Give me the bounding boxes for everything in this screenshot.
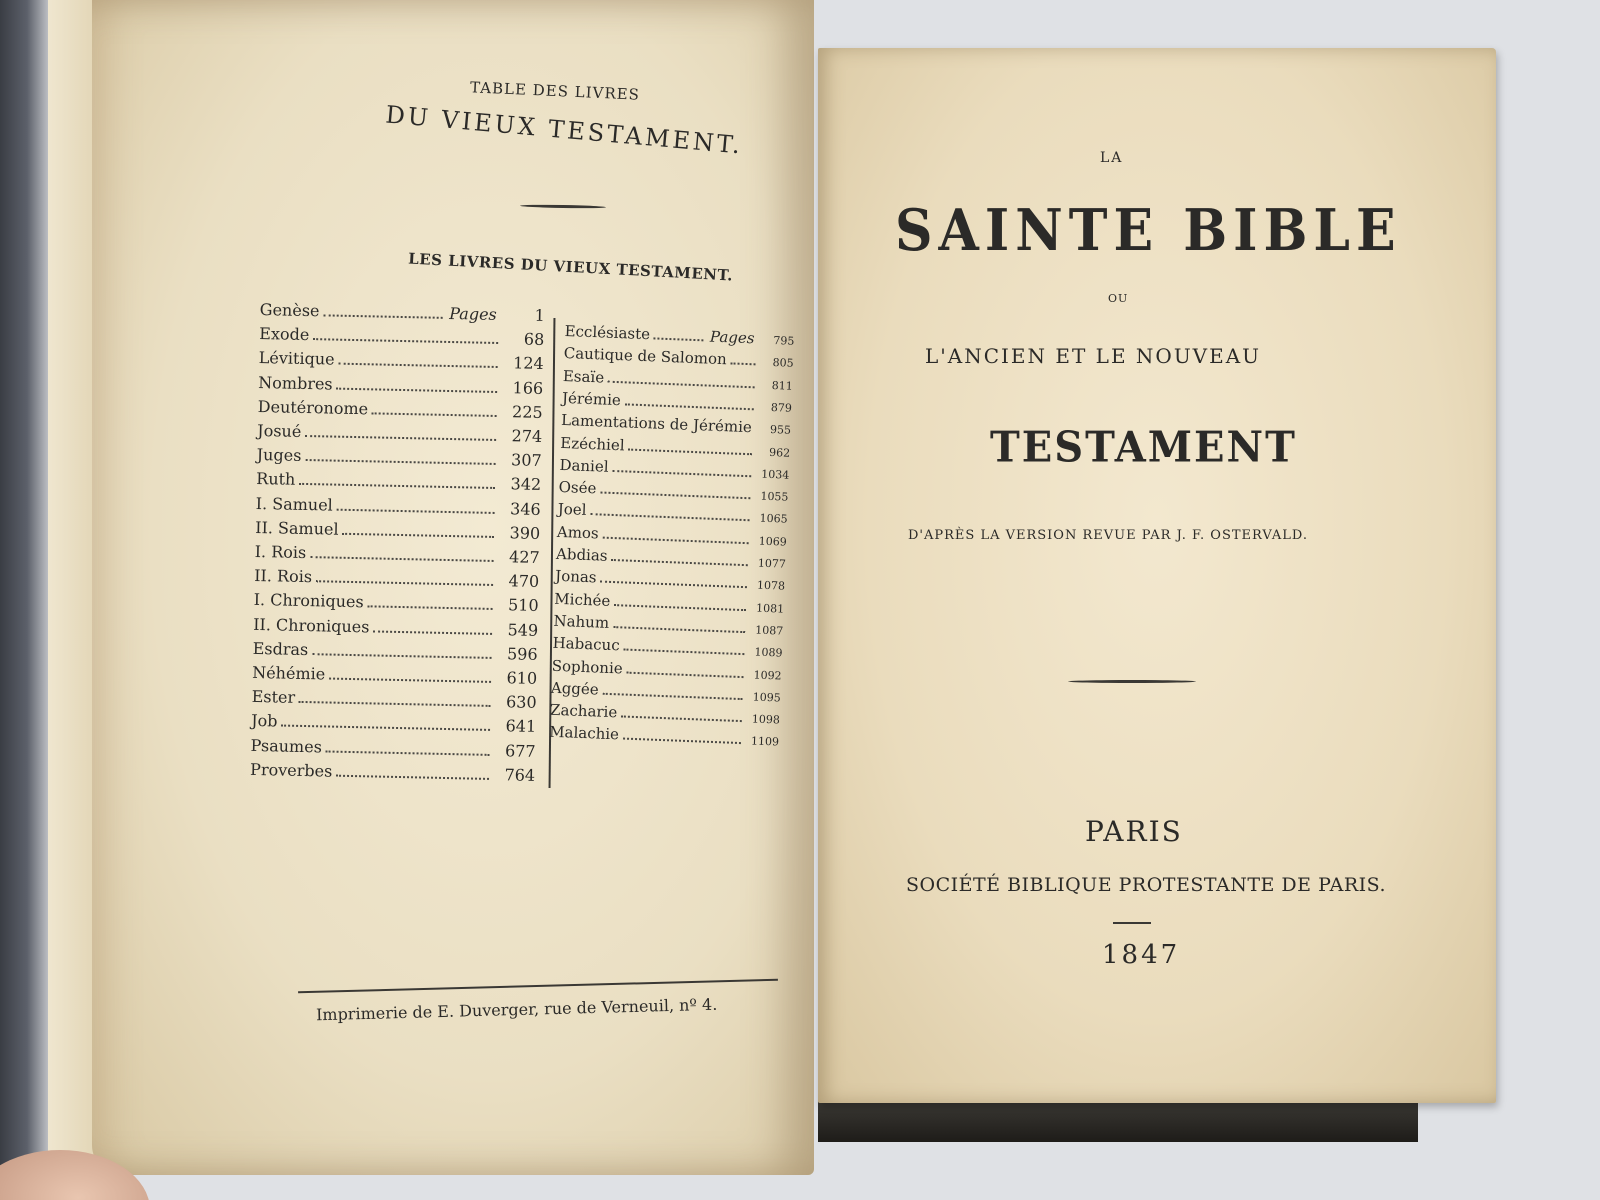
toc-page-number: 610 (506, 668, 538, 688)
leader-dots (603, 535, 749, 544)
toc-book-name: Esaïe (562, 366, 605, 387)
toc-page-number: 1034 (761, 467, 790, 482)
title-la: LA (1100, 150, 1124, 166)
toc-entry (252, 663, 537, 688)
toc-book-name: Néhémie (252, 662, 326, 684)
toc-entry (250, 735, 535, 760)
toc-entry (251, 687, 536, 712)
toc-page-number: 1089 (754, 645, 783, 660)
pages-label: Pages (449, 303, 497, 324)
toc-book-name: Joel (557, 500, 587, 520)
leader-dots (373, 629, 492, 634)
toc-entry (253, 639, 538, 664)
toc-book-name: Amos (556, 522, 600, 543)
toc-book-name: II. Rois (254, 566, 313, 587)
toc-book-name: Nombres (258, 372, 333, 394)
toc-page-number: 225 (511, 402, 543, 422)
leader-dots (613, 625, 745, 633)
toc-book-name: Proverbes (249, 759, 333, 781)
leader-dots (590, 513, 749, 522)
toc-book-name: I. Samuel (255, 493, 333, 515)
toc-book-name: Michée (554, 589, 611, 610)
leader-dots (372, 411, 497, 417)
leader-dots (731, 362, 756, 366)
leader-dots (326, 749, 490, 755)
leader-dots (338, 362, 497, 368)
toc-book-name: Juges (256, 445, 302, 466)
toc-book-name: Ruth (256, 469, 296, 490)
toc-entry (253, 615, 538, 640)
leader-dots (313, 337, 498, 344)
toc-book-name: Josué (257, 420, 302, 441)
toc-book-name: Job (250, 711, 278, 731)
pages-label: Pages (709, 327, 755, 348)
toc-page-number: 1095 (752, 690, 781, 705)
toc-page-number: 342 (510, 474, 542, 495)
publisher: SOCIÉTÉ BIBLIQUE PROTESTANTE DE PARIS. (906, 874, 1387, 896)
toc-book-name: Sophonie (551, 656, 624, 677)
toc-book-name: Exode (259, 324, 310, 345)
title-ou: OU (1108, 292, 1129, 305)
toc-page-number: 1069 (758, 534, 787, 549)
leader-dots (342, 532, 494, 538)
toc-page-number: 427 (508, 547, 540, 567)
leader-dots (310, 555, 494, 562)
toc-page-number: 1077 (757, 556, 787, 571)
toc-page-number: 1078 (756, 578, 786, 593)
toc-book-name: Ezéchiel (560, 433, 625, 454)
toc-entry (258, 397, 543, 422)
toc-page-number: 879 (770, 400, 793, 415)
toc-entry (254, 566, 539, 591)
leader-dots (299, 700, 491, 707)
leader-dots (337, 386, 498, 392)
toc-book-name: Habacuc (552, 633, 620, 655)
toc-book-name: I. Chroniques (253, 590, 364, 612)
toc-page-number: 630 (505, 692, 537, 713)
toc-entry (251, 711, 536, 736)
toc-page-number: 596 (506, 644, 538, 664)
leader-dots (281, 724, 490, 731)
toc-entry (257, 421, 542, 446)
leader-dots (316, 579, 493, 586)
toc-page-number: 955 (769, 423, 792, 437)
leader-dots (305, 458, 495, 465)
toc-page-number: 764 (504, 765, 536, 785)
toc-header-large: DU VIEUX TESTAMENT. (384, 100, 745, 160)
leader-dots (323, 313, 443, 319)
toc-book-name: Jonas (554, 567, 597, 587)
toc-page-number: 390 (509, 523, 541, 543)
toc-entry (256, 469, 541, 494)
toc-page-number: 1092 (753, 668, 782, 683)
toc-page-number: 962 (768, 445, 791, 460)
toc-book-name: Deutéronome (257, 396, 369, 419)
toc-entry (255, 518, 540, 543)
toc-book-name: II. Chroniques (253, 614, 370, 636)
toc-book-name: Jérémie (561, 388, 622, 410)
toc-book-name: Abdias (555, 544, 608, 565)
toc-book-name: Psaumes (250, 735, 323, 756)
toc-entry (258, 373, 543, 398)
toc-book-name: Zacharie (549, 700, 618, 722)
leader-dots (627, 670, 744, 677)
toc-entry (257, 445, 542, 470)
imprint-line: Imprimerie de E. Duverger, rue de Verneuil, nº 4. (315, 994, 718, 1025)
toc-page-number: 1 (534, 305, 545, 325)
toc-entry (256, 494, 541, 519)
toc-page-number: 1098 (751, 712, 781, 727)
toc-book-name: Lévitique (258, 348, 335, 369)
toc-book-name: Genèse (259, 300, 320, 321)
title-rule (1068, 680, 1196, 683)
leader-dots (305, 434, 496, 441)
toc-book-name: II. Samuel (255, 517, 339, 539)
toc-page-number: 549 (507, 619, 539, 640)
toc-page-number: 510 (507, 595, 539, 616)
toc-book-name: Esdras (252, 638, 309, 659)
publication-city: PARIS (1085, 815, 1183, 848)
toc-right-column (548, 322, 795, 771)
leader-dots (603, 692, 743, 700)
toc-book-name: Osée (558, 477, 597, 498)
toc-page-number: 805 (772, 356, 794, 371)
toc-page-number: 1109 (750, 734, 780, 749)
toc-book-name: Lamentations de Jérémie (560, 411, 753, 437)
leader-dots (600, 580, 747, 589)
leader-dots (608, 379, 755, 388)
title-main: SAINTE BIBLE (895, 196, 1402, 265)
title-subtitle: L'ANCIEN ET LE NOUVEAU (925, 344, 1262, 368)
toc-page-number: 811 (771, 378, 793, 393)
toc-book-name: Ecclésiaste (564, 322, 651, 344)
leader-dots (312, 652, 491, 659)
toc-page-number: 346 (509, 498, 541, 519)
leader-dots (611, 558, 748, 566)
toc-book-name: Daniel (559, 455, 609, 476)
book-spine-base (818, 1100, 1418, 1142)
toc-page-number: 1055 (760, 489, 789, 504)
leader-dots (614, 603, 746, 611)
leader-dots (368, 605, 493, 611)
toc-page-number: 68 (523, 329, 545, 350)
leader-dots (621, 715, 742, 723)
short-rule (1113, 922, 1151, 924)
toc-page-number: 1081 (755, 601, 785, 616)
toc-page-number: 274 (511, 426, 543, 446)
leader-dots (628, 447, 752, 455)
toc-entry (549, 723, 780, 750)
toc-header-small: TABLE DES LIVRES (469, 78, 641, 104)
leader-dots (623, 737, 741, 745)
toc-entry (250, 760, 535, 785)
toc-left-column (250, 300, 550, 806)
toc-book-name: Malachie (548, 723, 620, 744)
leader-dots (336, 773, 489, 779)
toc-page-number: 166 (512, 377, 544, 398)
publication-year: 1847 (1102, 940, 1181, 970)
toc-page-number: 641 (505, 716, 537, 737)
toc-page-number: 1065 (759, 512, 788, 527)
leader-dots (623, 648, 744, 656)
toc-section-title: LES LIVRES DU VIEUX TESTAMENT. (407, 249, 734, 285)
toc-book-name: Cautique de Salomon (563, 344, 728, 369)
toc-book-name: Nahum (553, 611, 610, 632)
toc-page-number: 677 (504, 740, 536, 761)
toc-page-number: 124 (512, 353, 544, 374)
version-note: D'APRÈS LA VERSION REVUE PAR J. F. OSTERVALD. (908, 528, 1308, 543)
leader-dots (612, 469, 751, 477)
toc-entry (254, 590, 539, 615)
toc-entry (259, 324, 544, 349)
toc-book-name: Ester (251, 687, 296, 708)
toc-entry (255, 542, 540, 567)
title-testament: TESTAMENT (990, 422, 1297, 473)
toc-page-number: 1087 (755, 623, 784, 638)
leader-dots (299, 482, 495, 489)
toc-book-name: I. Rois (254, 541, 307, 563)
toc-book-name: Aggée (550, 678, 600, 699)
leader-dots (337, 507, 495, 513)
leader-dots (625, 402, 754, 410)
leader-dots (654, 336, 704, 341)
leader-dots (329, 677, 491, 683)
toc-entry (259, 348, 544, 373)
leader-dots (600, 491, 750, 500)
toc-page-number: 470 (508, 571, 540, 592)
toc-page-number: 795 (773, 334, 795, 348)
toc-page-number: 307 (510, 450, 542, 471)
